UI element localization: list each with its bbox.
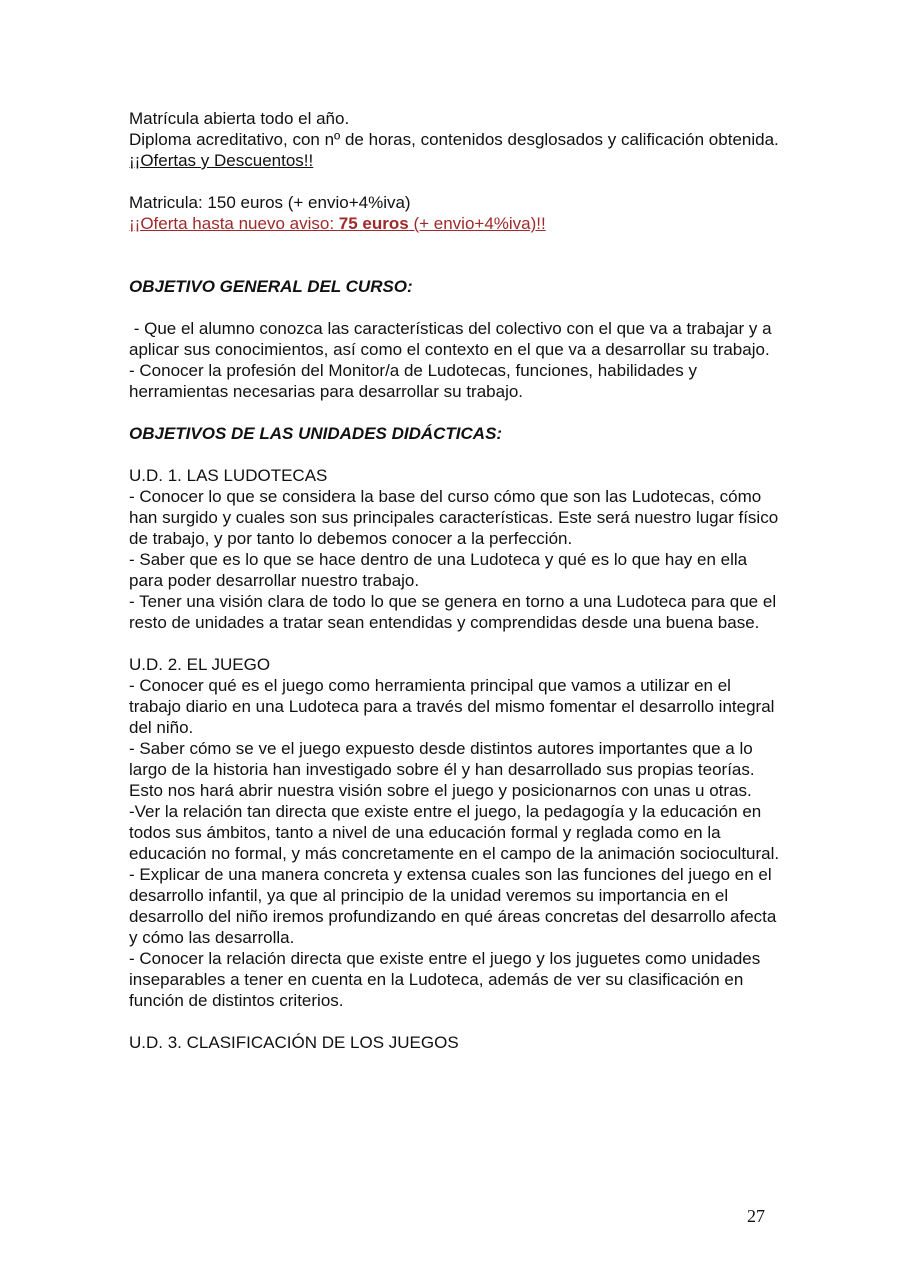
document-page <box>129 108 781 1053</box>
diploma-text: Diploma acreditativo, con nº de horas, contenidos desglosados y calificación obtenida. <box>129 130 779 149</box>
unit-title: U.D. 3. CLASIFICACIÓN DE LOS JUEGOS <box>129 1033 459 1052</box>
offer-price[interactable]: 75 euros <box>338 214 409 233</box>
price-line: Matricula: 150 euros (+ envio+4%iva) <box>129 193 411 212</box>
unit-item: - Saber que es lo que se hace dentro de una Ludoteca y qué es lo que hay en ella para poder desarrollar nuestro trabajo. <box>129 550 748 590</box>
spacer <box>129 444 781 465</box>
unit-item: - Saber cómo se ve el juego expuesto desde distintos autores importantes que a lo largo de la historia han investigado sobre él y han desarrollado sus propias teorías. Esto nos hará abrir nuestra visión sobre el juego y posicionarnos con unas u otras. <box>129 739 755 800</box>
offer-prefix[interactable]: ¡¡Oferta hasta nuevo aviso: <box>129 214 339 233</box>
unit-item: - Conocer lo que se considera la base del curso cómo que son las Ludotecas, cómo han surgido y cuales son sus principales características. Este será nuestro lugar físico de trabajo, y por tanto lo debemos conocer a la perfección. <box>129 487 779 548</box>
offer-suffix[interactable]: (+ envio+4%iva)!! <box>408 214 546 233</box>
unit-item: - Explicar de una manera concreta y extensa cuales son las funciones del juego en el desarrollo infantil, ya que al principio de la unidad veremos su importancia en el desarrollo del niño iremos profundizando en qué áreas concretas del desarrollo afecta y cómo las desarrolla. <box>129 865 777 947</box>
unit-title: U.D. 2. EL JUEGO <box>129 655 271 674</box>
spacer <box>129 297 781 318</box>
offers-link[interactable]: ¡¡Ofertas y Descuentos!! <box>129 151 314 170</box>
spacer <box>129 255 781 276</box>
offers-line <box>129 150 781 171</box>
spacer <box>129 402 781 423</box>
spacer <box>129 633 781 654</box>
spacer <box>129 234 781 255</box>
page-number: 27 <box>747 1206 765 1226</box>
unit-item: - Tener una visión clara de todo lo que se genera en torno a una Ludoteca para que el resto de unidades a tratar sean entendidas y comprendidas desde una buena base. <box>129 592 777 632</box>
general-objective-heading: OBJETIVO GENERAL DEL CURSO: <box>129 277 413 296</box>
offer-line[interactable] <box>129 213 781 234</box>
general-objective-item: - Que el alumno conozca las características del colectivo con el que va a trabajar y a aplicar sus conocimientos, así como el contexto en el que va a desarrollar su trabajo. <box>129 319 777 359</box>
unit-item: -Ver la relación tan directa que existe entre el juego, la pedagogía y la educación en todos sus ámbitos, tanto a nivel de una educación formal y reglada como en la educación no formal, y más concretamente en el campo de la animación sociocultural. <box>129 802 780 863</box>
general-objective-item: - Conocer la profesión del Monitor/a de Ludotecas, funciones, habilidades y herramientas necesarias para desarrollar su trabajo. <box>129 361 697 401</box>
unit-item: - Conocer qué es el juego como herramienta principal que vamos a utilizar en el trabajo diario en una Ludoteca para a través del mismo fomentar el desarrollo integral del niño. <box>129 676 775 737</box>
units-objectives-heading: OBJETIVOS DE LAS UNIDADES DIDÁCTICAS: <box>129 424 503 443</box>
unit-item: - Conocer la relación directa que existe entre el juego y los juguetes como unidades inseparables a tener en cuenta en la Ludoteca, además de ver su clasificación en función de distintos criterios. <box>129 949 761 1010</box>
spacer <box>129 171 781 192</box>
enrollment-text: Matrícula abierta todo el año. <box>129 109 350 128</box>
unit-title: U.D. 1. LAS LUDOTECAS <box>129 466 328 485</box>
spacer <box>129 1011 781 1032</box>
